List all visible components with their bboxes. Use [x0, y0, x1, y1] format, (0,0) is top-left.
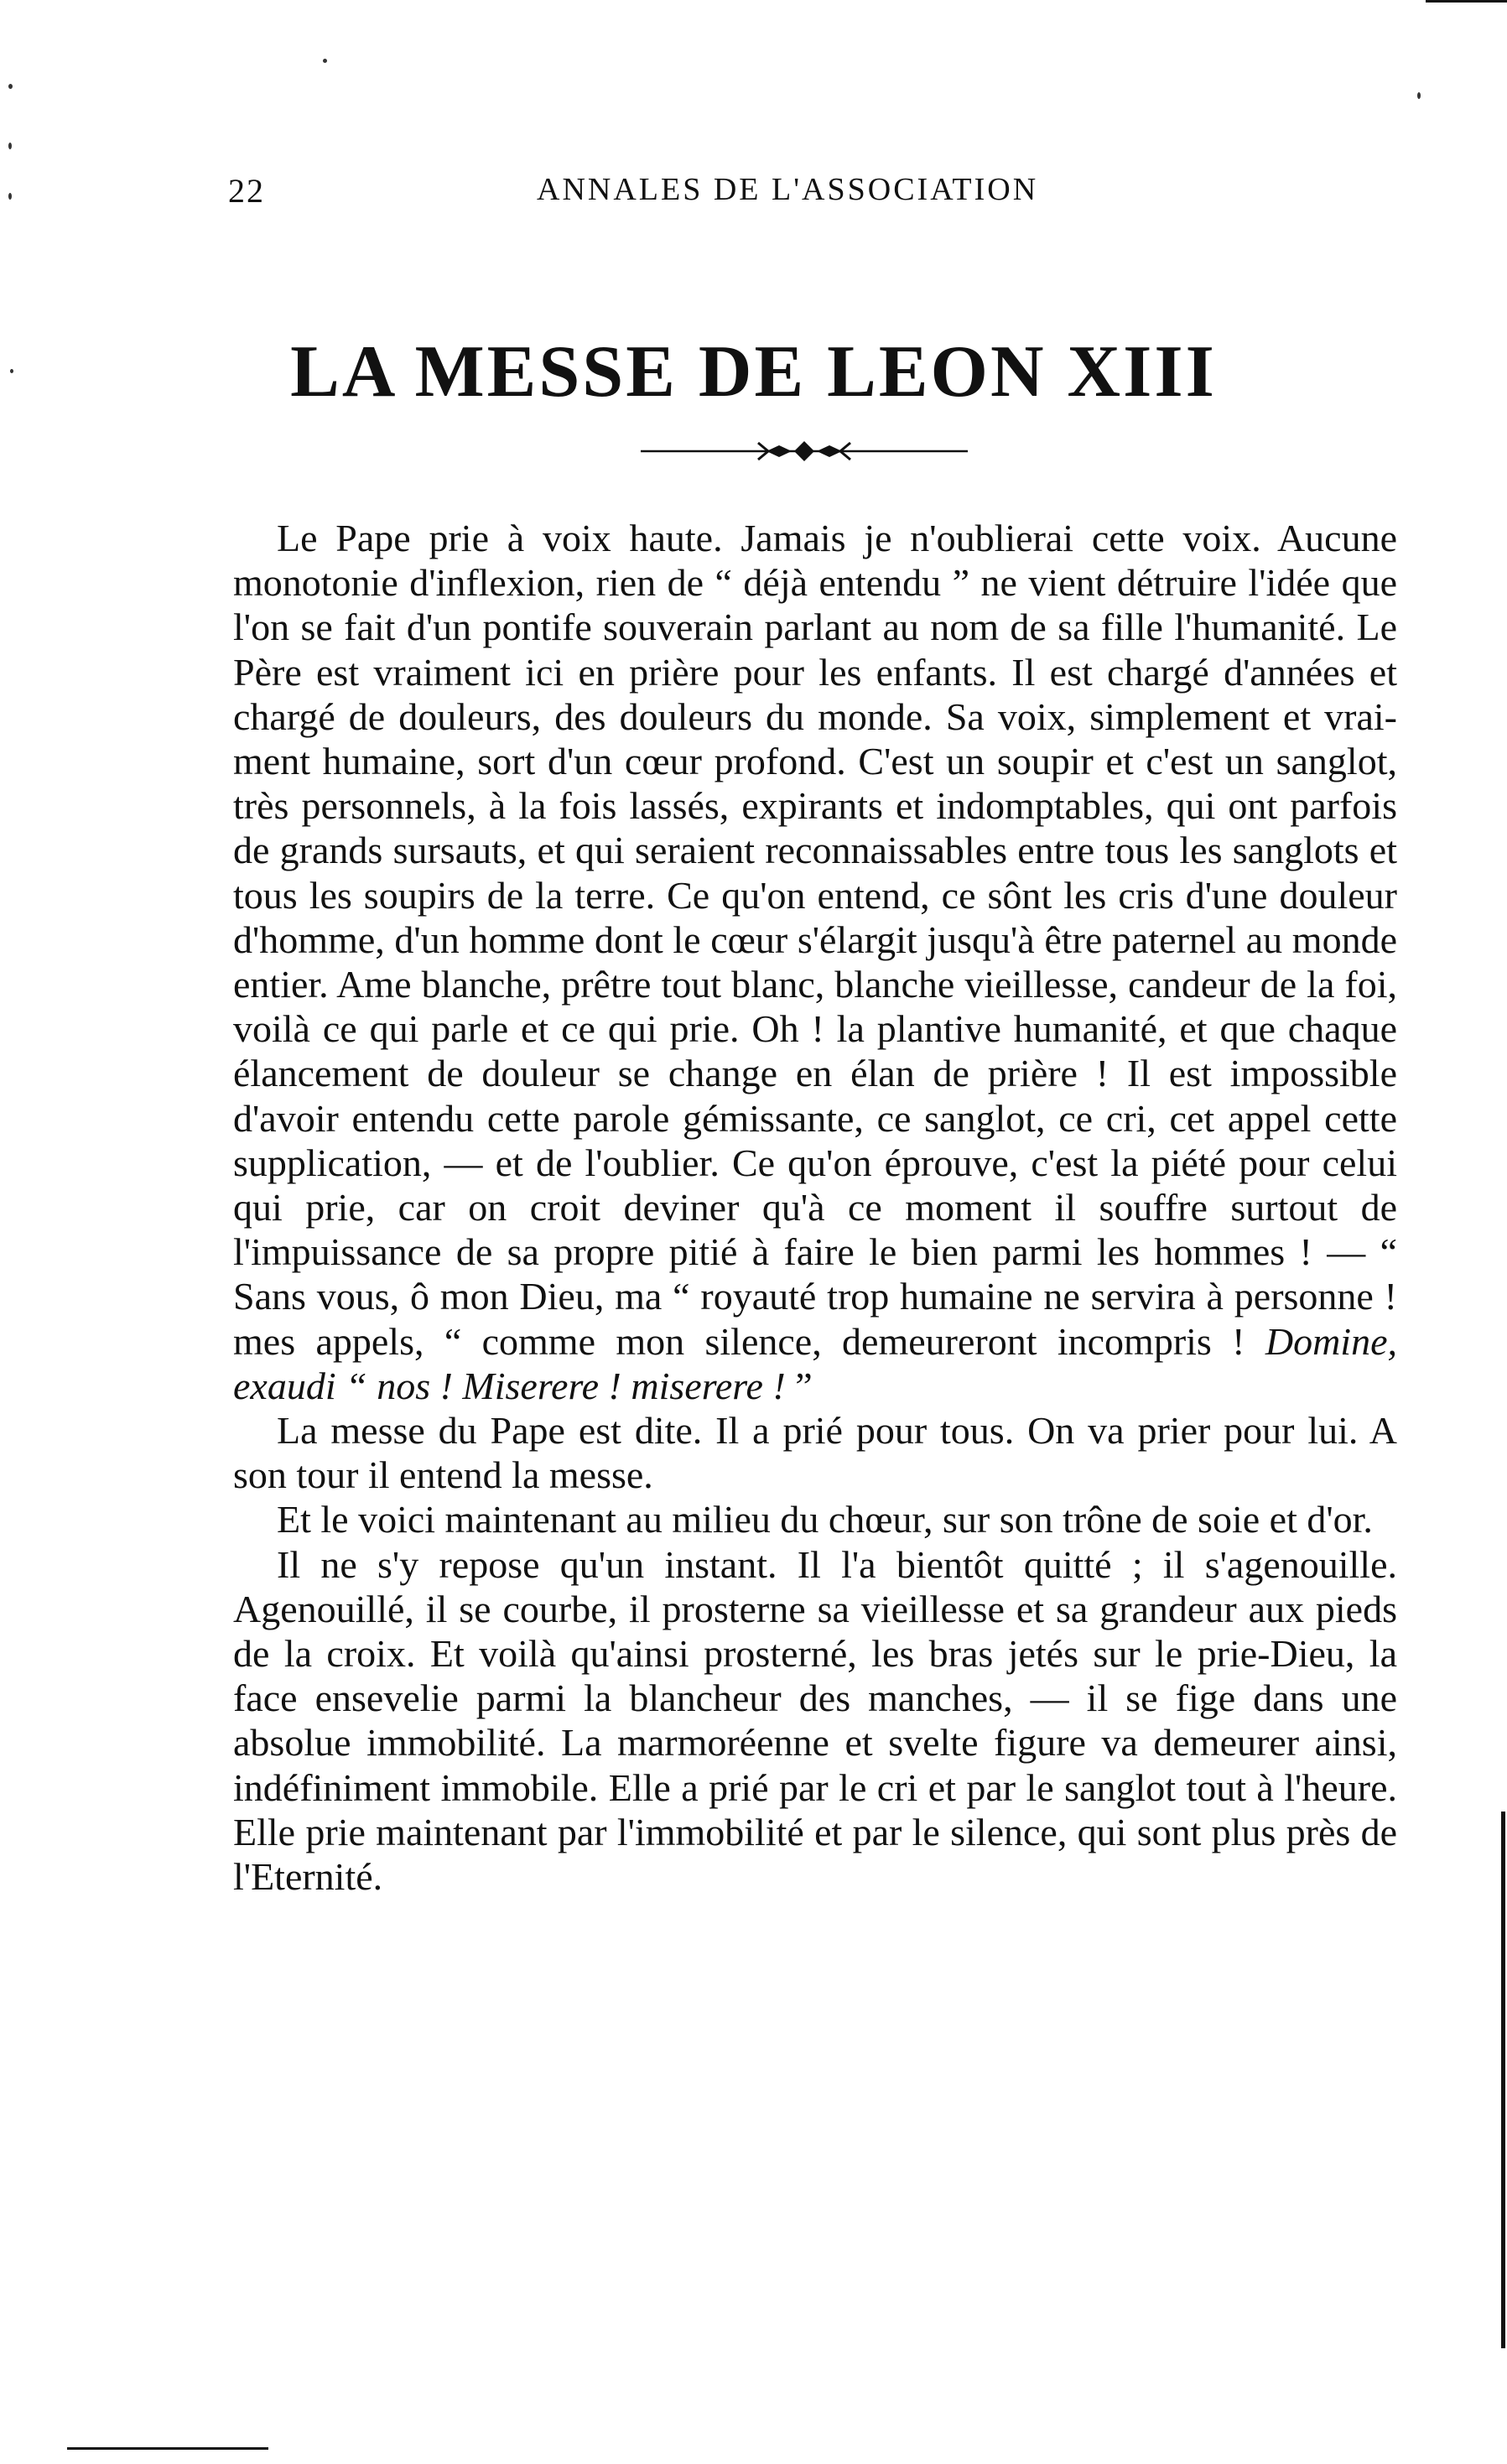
scan-speck: [1417, 92, 1421, 99]
paragraph-2: La messe du Pape est dite. Il a prié pour tous. On va prier pour lui. A son tour il entend la messe.: [233, 1409, 1397, 1497]
paragraph-4: Il ne s'y repose qu'un instant. Il l'a bientôt quitté ; il s'agenouille. Agenouillé, il se courbe, il prosterne sa vieillesse et sa grandeur aux pieds de la croix. Et voilà qu'ainsi prosterné, les bras jetés sur le prie-Dieu, la face ensevelie parmi la blancheur des manches, — il se fige dans une absolue immobilité. La marmoréenne et svelte figure va demeurer ainsi, indéfiniment immobile. Elle a prié par le cri et par le sanglot tout à l'heure. Elle prie maintenant par l'immobilité et par le silence, qui sont plus près de l'Eternité.: [233, 1542, 1397, 1899]
running-head: ANNALES DE L'ASSOCIATION: [537, 172, 1039, 207]
scan-speck: [10, 369, 13, 373]
scan-edge-line: [1501, 1812, 1505, 2348]
paragraph-1: [233, 516, 1397, 1408]
scan-speck: [8, 84, 13, 89]
page-number: 22: [228, 172, 265, 210]
scan-edge-line: [67, 2447, 268, 2450]
paragraph-1-italic: Domine, exaudi “ nos ! Miserere ! miserere !: [233, 1319, 1397, 1407]
scan-speck: [8, 193, 12, 200]
scan-speck: [323, 59, 327, 63]
scan-speck: [8, 143, 12, 149]
scan-edge-line: [1426, 0, 1507, 3]
article-body: [233, 516, 1397, 1899]
paragraph-1-closing: ”: [785, 1364, 813, 1407]
paragraph-1-text: Le Pape prie à voix haute. Jamais je n'oublierai cette voix. Aucune monotonie d'inflexion, rien de “ déjà entendu ” ne vient détruire l'idée que l'on se fait d'un pontife souverain parlant au nom de sa fille l'humanité. Le Père est vraiment ici en prière pour les enfants. Il est chargé d'années et chargé de douleurs, des douleurs du monde. Sa voix, simplement et vraiment humaine, sort d'un cœur profond. C'est un soupir et c'est un sanglot, très personnels, à la fois lassés, expirants et indomptables, qui ont parfois de grands sursauts, et qui seraient reconnaissables entre tous les sanglots et tous les soupirs de la terre. Ce qu'on entend, ce sônt les cris d'une douleur d'homme, d'un homme dont le cœur s'élargit jusqu'à être paternel au monde entier. Ame blanche, prêtre tout blanc, blanche vieillesse, candeur de la foi, voilà ce qui parle et ce qui prie. Oh ! la plantive humanité, et que chaque élancement de douleur se change en élan de prière ! Il est impossible d'avoir entendu cette parole gémissante, ce sanglot, ce cri, cet appel cette supplication, — et de l'oublier. Ce qu'on éprouve, c'est la piété pour celui qui prie, car on croit deviner qu'à ce moment il souffre surtout de l'impuissance de sa propre pitié à faire le bien parmi les hommes ! — “ Sans vous, ô mon Dieu, ma “ royauté trop humaine ne servira à personne ! mes appels, “ comme mon silence, demeureront incompris !: [233, 517, 1397, 1363]
paragraph-3: Et le voici maintenant au milieu du chœur, sur son trône de soie et d'or.: [277, 1498, 1373, 1541]
article-title: LA MESSE DE LEON XIII: [290, 331, 1217, 413]
ornament-divider-icon: [641, 436, 968, 466]
